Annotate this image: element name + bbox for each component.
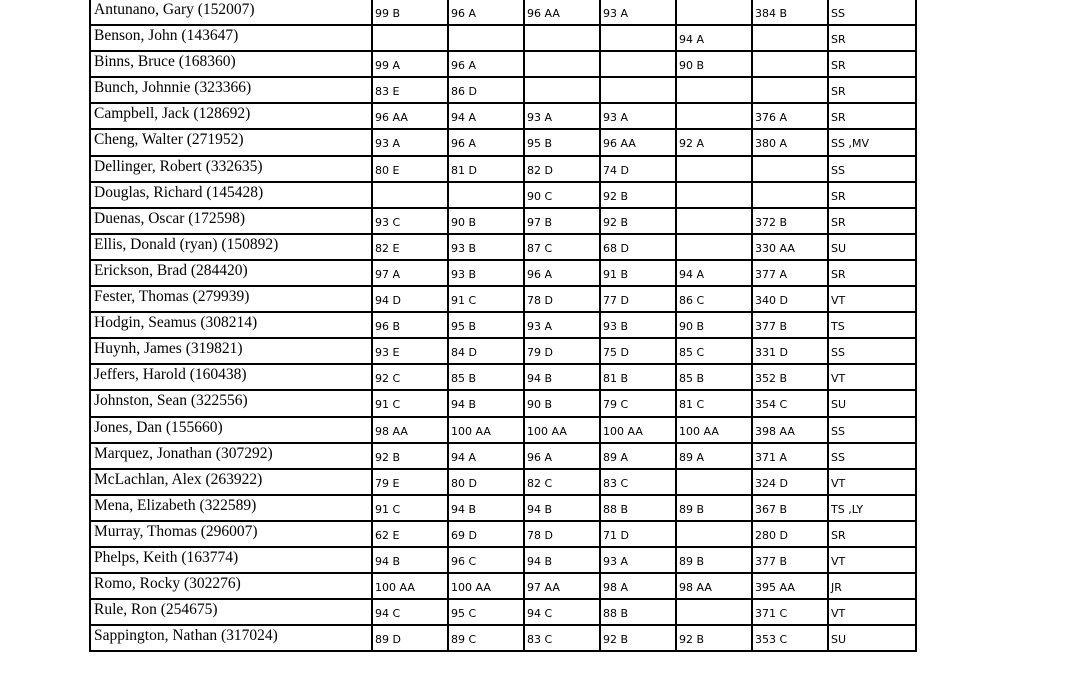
total-score-cell: 395 AA [752,573,828,599]
table-row [90,51,916,77]
score-5-cell: 92 A [676,129,752,155]
score-4-cell: 93 A [600,103,676,129]
shooter-name-cell: Huynh, James (319821) [90,338,372,364]
score-5-cell [676,208,752,234]
total-score-cell: 398 AA [752,417,828,443]
total-score-cell: 377 A [752,260,828,286]
score-3-cell: 97 AA [524,573,600,599]
score-4-cell: 96 AA [600,129,676,155]
score-5-cell [676,77,752,103]
score-3-cell: 93 A [524,312,600,338]
score-4-cell: 93 A [600,0,676,25]
table-row [90,364,916,390]
classification-cell: SR [828,260,916,286]
score-3-cell: 94 C [524,599,600,625]
score-3-cell: 78 D [524,286,600,312]
shooter-name-cell: Binns, Bruce (168360) [90,51,372,77]
total-score-cell: 340 D [752,286,828,312]
total-score-cell: 376 A [752,103,828,129]
total-score-cell: 380 A [752,129,828,155]
score-1-cell: 99 B [372,0,448,25]
score-3-cell: 90 C [524,182,600,208]
classification-cell: TS ,LY [828,495,916,521]
score-1-cell: 79 E [372,469,448,495]
classification-cell: SR [828,521,916,547]
table-row [90,208,916,234]
table-row [90,521,916,547]
score-2-cell: 95 C [448,599,524,625]
shooter-name-cell: Rule, Ron (254675) [90,599,372,625]
score-2-cell: 93 B [448,234,524,260]
score-5-cell: 90 B [676,51,752,77]
total-score-cell [752,25,828,51]
score-1-cell: 94 C [372,599,448,625]
score-1-cell: 92 C [372,364,448,390]
score-4-cell [600,77,676,103]
score-1-cell: 99 A [372,51,448,77]
classification-cell: VT [828,547,916,573]
table-row [90,469,916,495]
shooter-name-cell: Romo, Rocky (302276) [90,573,372,599]
score-5-cell [676,599,752,625]
score-4-cell: 74 D [600,156,676,182]
score-5-cell [676,234,752,260]
score-3-cell: 83 C [524,625,600,651]
table-row [90,0,916,25]
total-score-cell: 324 D [752,469,828,495]
classification-cell: SS [828,0,916,25]
score-2-cell: 93 B [448,260,524,286]
classification-cell: SR [828,51,916,77]
shooter-name-cell: Mena, Elizabeth (322589) [90,495,372,521]
classification-cell: VT [828,469,916,495]
table-row [90,443,916,469]
total-score-cell [752,51,828,77]
score-5-cell: 94 A [676,260,752,286]
score-1-cell: 93 E [372,338,448,364]
score-2-cell: 96 C [448,547,524,573]
classification-cell: SR [828,103,916,129]
classification-cell: SR [828,25,916,51]
total-score-cell: 330 AA [752,234,828,260]
classification-cell: SU [828,390,916,416]
score-2-cell: 96 A [448,51,524,77]
score-2-cell: 100 AA [448,573,524,599]
shooter-name-cell: Douglas, Richard (145428) [90,182,372,208]
score-sheet [89,0,915,652]
score-1-cell: 94 B [372,547,448,573]
score-5-cell [676,156,752,182]
total-score-cell: 384 B [752,0,828,25]
score-2-cell: 95 B [448,312,524,338]
score-5-cell: 90 B [676,312,752,338]
total-score-cell: 371 A [752,443,828,469]
score-5-cell: 92 B [676,625,752,651]
score-5-cell: 89 B [676,495,752,521]
score-5-cell [676,521,752,547]
total-score-cell: 354 C [752,390,828,416]
score-3-cell: 79 D [524,338,600,364]
score-5-cell: 89 A [676,443,752,469]
score-5-cell [676,0,752,25]
score-5-cell [676,469,752,495]
score-2-cell: 96 A [448,0,524,25]
score-5-cell: 98 AA [676,573,752,599]
shooter-name-cell: Antunano, Gary (152007) [90,0,372,25]
score-2-cell: 89 C [448,625,524,651]
score-4-cell: 81 B [600,364,676,390]
score-5-cell: 86 C [676,286,752,312]
table-row [90,417,916,443]
score-4-cell: 68 D [600,234,676,260]
shooter-name-cell: Ellis, Donald (ryan) (150892) [90,234,372,260]
table-row [90,599,916,625]
total-score-cell [752,182,828,208]
score-1-cell: 94 D [372,286,448,312]
classification-cell: JR [828,573,916,599]
table-row [90,260,916,286]
score-3-cell: 93 A [524,103,600,129]
total-score-cell: 352 B [752,364,828,390]
table-row [90,390,916,416]
shooter-name-cell: Murray, Thomas (296007) [90,521,372,547]
table-row [90,625,916,651]
score-2-cell: 84 D [448,338,524,364]
score-4-cell: 71 D [600,521,676,547]
shooter-name-cell: Campbell, Jack (128692) [90,103,372,129]
score-3-cell: 82 D [524,156,600,182]
scores-table-body [90,0,916,651]
classification-cell: SU [828,234,916,260]
classification-cell: VT [828,364,916,390]
score-1-cell: 98 AA [372,417,448,443]
score-4-cell: 93 B [600,312,676,338]
table-row [90,156,916,182]
score-1-cell [372,25,448,51]
score-4-cell: 75 D [600,338,676,364]
shooter-name-cell: Jeffers, Harold (160438) [90,364,372,390]
score-2-cell: 94 A [448,103,524,129]
total-score-cell [752,156,828,182]
classification-cell: SU [828,625,916,651]
score-1-cell: 93 A [372,129,448,155]
classification-cell: SS ,MV [828,129,916,155]
score-4-cell: 100 AA [600,417,676,443]
shooter-name-cell: Duenas, Oscar (172598) [90,208,372,234]
score-1-cell: 62 E [372,521,448,547]
score-2-cell: 69 D [448,521,524,547]
score-3-cell: 90 B [524,390,600,416]
table-row [90,77,916,103]
classification-cell: VT [828,286,916,312]
total-score-cell [752,77,828,103]
score-3-cell: 97 B [524,208,600,234]
score-2-cell [448,182,524,208]
score-2-cell: 90 B [448,208,524,234]
shooter-name-cell: Dellinger, Robert (332635) [90,156,372,182]
shooter-name-cell: Marquez, Jonathan (307292) [90,443,372,469]
shooter-name-cell: Cheng, Walter (271952) [90,129,372,155]
score-3-cell [524,25,600,51]
classification-cell: SR [828,77,916,103]
shooter-name-cell: Fester, Thomas (279939) [90,286,372,312]
shooter-name-cell: Erickson, Brad (284420) [90,260,372,286]
table-row [90,338,916,364]
total-score-cell: 331 D [752,338,828,364]
table-row [90,103,916,129]
score-4-cell: 98 A [600,573,676,599]
table-row [90,25,916,51]
score-2-cell: 94 B [448,495,524,521]
table-row [90,547,916,573]
classification-cell: VT [828,599,916,625]
score-3-cell [524,77,600,103]
score-1-cell: 91 C [372,390,448,416]
table-row [90,182,916,208]
score-4-cell: 91 B [600,260,676,286]
score-2-cell [448,25,524,51]
table-row [90,312,916,338]
shooter-name-cell: Phelps, Keith (163774) [90,547,372,573]
classification-cell: SS [828,338,916,364]
total-score-cell: 377 B [752,312,828,338]
score-4-cell: 83 C [600,469,676,495]
score-1-cell: 96 AA [372,103,448,129]
total-score-cell: 371 C [752,599,828,625]
score-2-cell: 94 A [448,443,524,469]
score-5-cell: 100 AA [676,417,752,443]
score-4-cell: 92 B [600,208,676,234]
classification-cell: SS [828,156,916,182]
table-row [90,286,916,312]
classification-cell: SS [828,443,916,469]
score-1-cell [372,182,448,208]
score-1-cell: 92 B [372,443,448,469]
classification-cell: SS [828,417,916,443]
score-5-cell [676,182,752,208]
score-4-cell: 92 B [600,625,676,651]
score-5-cell: 85 B [676,364,752,390]
classification-cell: SR [828,182,916,208]
total-score-cell: 367 B [752,495,828,521]
score-1-cell: 93 C [372,208,448,234]
score-3-cell: 78 D [524,521,600,547]
score-1-cell: 97 A [372,260,448,286]
shooter-name-cell: Sappington, Nathan (317024) [90,625,372,651]
classification-cell: SR [828,208,916,234]
score-2-cell: 81 D [448,156,524,182]
score-5-cell: 81 C [676,390,752,416]
score-3-cell: 100 AA [524,417,600,443]
table-row [90,495,916,521]
score-1-cell: 96 B [372,312,448,338]
score-2-cell: 91 C [448,286,524,312]
shooter-name-cell: McLachlan, Alex (263922) [90,469,372,495]
total-score-cell: 377 B [752,547,828,573]
score-4-cell [600,51,676,77]
score-4-cell [600,25,676,51]
score-2-cell: 80 D [448,469,524,495]
total-score-cell: 280 D [752,521,828,547]
table-row [90,234,916,260]
shooter-name-cell: Hodgin, Seamus (308214) [90,312,372,338]
score-1-cell: 82 E [372,234,448,260]
score-1-cell: 91 C [372,495,448,521]
table-row [90,129,916,155]
shooter-name-cell: Benson, John (143647) [90,25,372,51]
shooter-name-cell: Bunch, Johnnie (323366) [90,77,372,103]
score-3-cell: 94 B [524,495,600,521]
score-4-cell: 77 D [600,286,676,312]
score-5-cell: 94 A [676,25,752,51]
score-1-cell: 80 E [372,156,448,182]
score-2-cell: 100 AA [448,417,524,443]
scores-table [89,0,917,652]
score-3-cell: 94 B [524,547,600,573]
score-2-cell: 96 A [448,129,524,155]
total-score-cell: 353 C [752,625,828,651]
score-3-cell: 82 C [524,469,600,495]
classification-cell: TS [828,312,916,338]
score-3-cell: 96 AA [524,0,600,25]
score-4-cell: 93 A [600,547,676,573]
score-4-cell: 88 B [600,495,676,521]
score-3-cell: 87 C [524,234,600,260]
shooter-name-cell: Jones, Dan (155660) [90,417,372,443]
total-score-cell: 372 B [752,208,828,234]
score-3-cell: 96 A [524,443,600,469]
score-1-cell: 100 AA [372,573,448,599]
score-3-cell: 96 A [524,260,600,286]
score-4-cell: 92 B [600,182,676,208]
shooter-name-cell: Johnston, Sean (322556) [90,390,372,416]
score-3-cell: 95 B [524,129,600,155]
score-5-cell [676,103,752,129]
score-4-cell: 79 C [600,390,676,416]
score-1-cell: 89 D [372,625,448,651]
score-4-cell: 89 A [600,443,676,469]
score-5-cell: 85 C [676,338,752,364]
score-2-cell: 86 D [448,77,524,103]
score-1-cell: 83 E [372,77,448,103]
score-3-cell: 94 B [524,364,600,390]
score-2-cell: 85 B [448,364,524,390]
score-5-cell: 89 B [676,547,752,573]
score-2-cell: 94 B [448,390,524,416]
score-4-cell: 88 B [600,599,676,625]
table-row [90,573,916,599]
score-3-cell [524,51,600,77]
